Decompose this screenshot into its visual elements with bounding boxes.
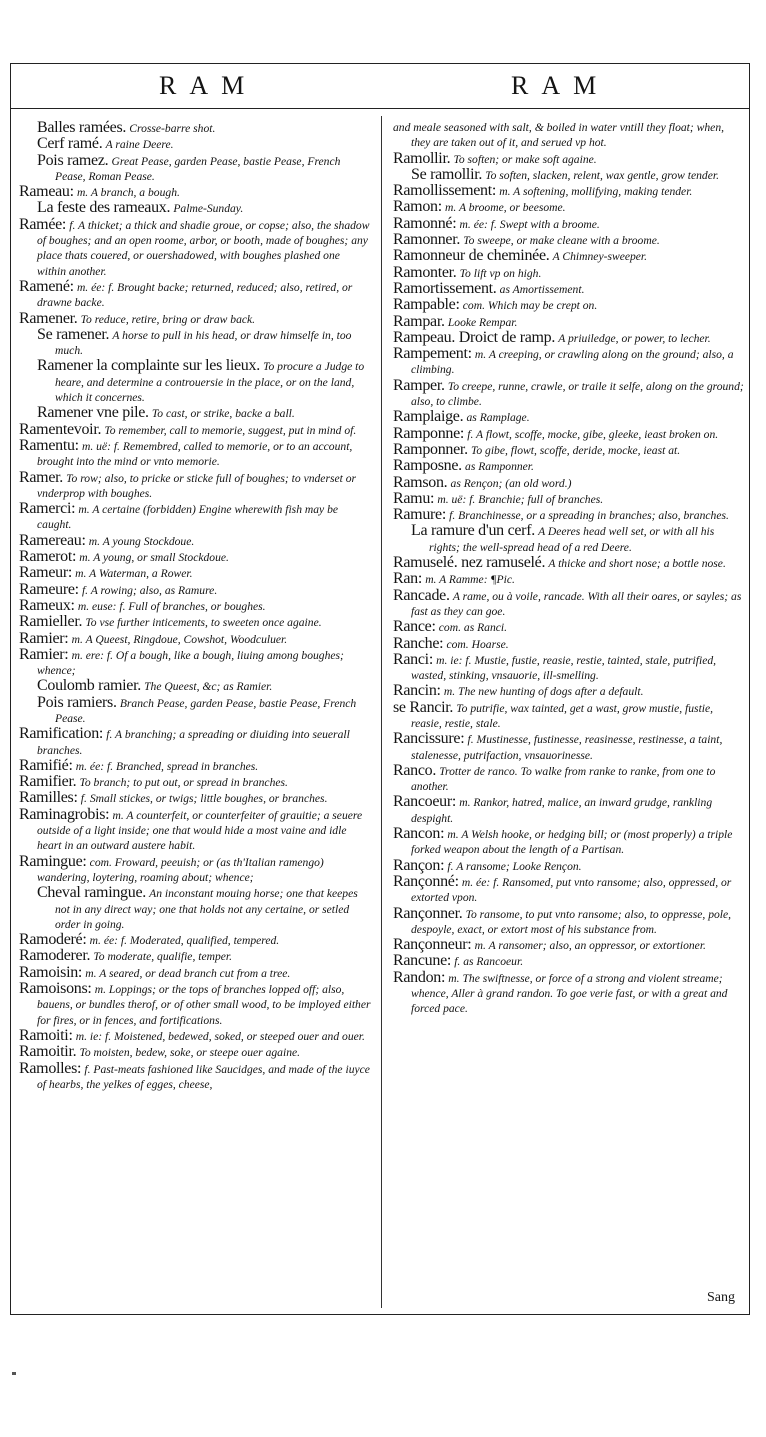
- entry-headword: Rampable:: [393, 296, 460, 314]
- dictionary-entry: [393, 874, 745, 906]
- dictionary-entry: [19, 184, 371, 200]
- entry-headword: Rancissure:: [393, 730, 465, 748]
- dictionary-entry: [19, 932, 371, 948]
- entry-definition: m. Rankor, hatred, malice, an inward grudge, rankling despight.: [411, 796, 713, 825]
- dictionary-entry: [19, 885, 371, 932]
- entry-headword: Ramieller.: [19, 613, 83, 631]
- dictionary-page: [10, 63, 750, 1315]
- entry-definition: m. A softening, mollifying, making tender.: [499, 185, 693, 199]
- dictionary-entry: [19, 758, 371, 774]
- entry-definition: m. A young Stockdoue.: [88, 534, 195, 548]
- entry-definition: m. A Ramme: ¶Pic.: [425, 573, 515, 587]
- catchword: Sang: [707, 1290, 735, 1305]
- entry-definition: A thicke and short nose; a bottle nose.: [548, 557, 726, 571]
- dictionary-entry: [19, 948, 371, 964]
- dictionary-entry: [19, 695, 371, 727]
- entry-headword: Rancade.: [393, 586, 450, 604]
- dictionary-entry: [393, 281, 745, 297]
- dictionary-entry: [393, 826, 745, 858]
- entry-definition: com. Which may be crept on.: [462, 299, 598, 313]
- entry-definition: To putrifie, wax tainted, get a wast, grow mustie, fustie, reasie, restie, stale.: [411, 701, 714, 730]
- entry-headword: Ramonneur de cheminée.: [393, 247, 550, 265]
- entry-headword: Ramier:: [19, 629, 69, 647]
- entry-headword: Ramener.: [19, 309, 78, 327]
- dictionary-entry: [19, 358, 371, 405]
- dictionary-entry: [393, 265, 745, 281]
- dictionary-entry: [19, 153, 371, 185]
- dictionary-entry: [19, 981, 371, 1028]
- entry-headword: Rancon:: [393, 825, 445, 843]
- entry-headword: Ramonner.: [393, 231, 461, 249]
- entry-headword: Rampar.: [393, 312, 445, 330]
- entry-headword: Ramonter.: [393, 263, 457, 281]
- entry-headword: Ramoderer.: [19, 947, 91, 965]
- entry-definition: Branch Pease, garden Pease, bastie Pease, French Pease.: [55, 696, 357, 725]
- dictionary-entry: [393, 906, 745, 938]
- entry-headword: Ramonné:: [393, 214, 457, 232]
- entry-headword: Ramilles:: [19, 789, 78, 807]
- dictionary-entry: [393, 507, 745, 523]
- entry-definition: A raine Deere.: [105, 138, 174, 152]
- header-right-word: RAM: [511, 71, 610, 100]
- dictionary-entry: [19, 217, 371, 279]
- entry-headword: Rancoeur:: [393, 793, 457, 811]
- dictionary-entry: [393, 151, 745, 167]
- entry-headword: Ramponner.: [393, 440, 468, 458]
- dictionary-entry: [393, 858, 745, 874]
- entry-headword: Ranche:: [393, 634, 444, 652]
- dictionary-entry: [19, 533, 371, 549]
- dictionary-entry: [393, 763, 745, 795]
- entry-headword: Ramure:: [393, 506, 446, 524]
- entry-definition: f. as Rancoeur.: [454, 955, 524, 969]
- entry-definition: m. ere: f. Of a bough, like a bough, liuing among boughes; whence;: [37, 648, 344, 678]
- dictionary-entry: [393, 297, 745, 313]
- entry-definition: m. ée: f. Moderated, qualified, tempered.: [89, 934, 280, 948]
- column-divider: [381, 116, 382, 1308]
- entry-headword: Ramoiti:: [19, 1026, 73, 1044]
- dictionary-entry: [393, 588, 745, 620]
- entry-definition: To soften, slacken, relent, wax gentle, grow tender.: [485, 168, 719, 182]
- dictionary-entry: [19, 631, 371, 647]
- entry-definition: m. uë: f. Branchie; full of branches.: [437, 492, 604, 506]
- dictionary-entry: [19, 549, 371, 565]
- entry-definition: m. A branch, a bough.: [76, 186, 180, 200]
- dictionary-entry: [393, 409, 745, 425]
- entry-definition: Palme-Sunday.: [173, 202, 244, 216]
- entry-headword: Rameur:: [19, 564, 72, 582]
- entry-definition: To cast, or strike, backe a ball.: [151, 407, 295, 421]
- entry-headword: Ramentevoir.: [19, 420, 102, 438]
- entry-definition: as Amortissement.: [499, 282, 585, 296]
- entry-headword: Ranci:: [393, 650, 433, 668]
- entry-headword: Rampeau. Droict de ramp.: [393, 328, 556, 346]
- entry-headword: Ramené:: [19, 277, 74, 295]
- entry-definition: The Queest, &c; as Ramier.: [144, 680, 273, 694]
- left-column: [19, 120, 371, 1092]
- dictionary-entry: [393, 652, 745, 684]
- entry-definition: To reduce, retire, bring or draw back.: [80, 312, 256, 326]
- dictionary-entry: [19, 327, 371, 359]
- entry-headword: Ramifié:: [19, 756, 73, 774]
- entry-headword: Ramer.: [19, 468, 63, 486]
- entry-headword: Ramoderé:: [19, 931, 87, 949]
- entry-definition: To vse further inticements, to sweeten once againe.: [85, 616, 322, 630]
- header-left-word: RAM: [159, 71, 258, 100]
- entry-definition: Looke Rempar.: [447, 315, 518, 329]
- dictionary-entry: [19, 965, 371, 981]
- entry-definition: m. A counterfeit, or counterfeiter of grauitie; a seuere outside of a light inside; one that would hide a most vaine and idle heart in an outward austere habit.: [37, 808, 363, 853]
- entry-definition: m. A creeping, or crawling along on the ground; also, a climbing.: [411, 348, 734, 377]
- entry-definition: m. A seared, or dead branch cut from a tree.: [85, 966, 291, 980]
- entry-definition: m. ée: f. Swept with a broome.: [459, 217, 600, 231]
- entry-headword: Ramuselé. nez ramuselé.: [393, 554, 546, 572]
- entry-definition: A priuiledge, or power, to lecher.: [558, 331, 711, 345]
- entry-headword: Ramification:: [19, 725, 104, 743]
- dictionary-entry: [393, 970, 745, 1017]
- dictionary-entry: [19, 1044, 371, 1060]
- entry-headword: Randon:: [393, 968, 446, 986]
- entry-definition: m. The new hunting of dogs after a default.: [443, 685, 644, 699]
- dictionary-entry: [19, 501, 371, 533]
- entry-headword: Coulomb ramier.: [37, 677, 141, 695]
- dictionary-entry: [19, 582, 371, 598]
- entry-headword: Raminagrobis:: [19, 805, 110, 823]
- entry-headword: Ramier:: [19, 645, 69, 663]
- dictionary-entry: [19, 422, 371, 438]
- entry-definition: f. Past-meats fashioned like Saucidges, and made of the iuyce of hearbs, the yelkes of egges, cheese,: [37, 1062, 370, 1091]
- entry-headword: Ramponne:: [393, 424, 465, 442]
- entry-definition: m. The swiftnesse, or force of a strong and violent streame; whence, Aller à grand randon. To goe verie fast, or with a great and forced pace.: [411, 971, 728, 1016]
- entry-headword: Ran:: [393, 570, 423, 588]
- dictionary-entry: [19, 854, 371, 886]
- dictionary-entry: [19, 1028, 371, 1044]
- dictionary-entry: [19, 790, 371, 806]
- entry-definition: and meale seasoned with salt, & boiled in water vntill they float; when, they are taken out of it, and serued vp hot.: [393, 121, 725, 150]
- dictionary-entry: [393, 167, 745, 183]
- dictionary-entry: [393, 458, 745, 474]
- entry-definition: as Ramponner.: [465, 460, 534, 474]
- dictionary-entry: [393, 794, 745, 826]
- entry-definition: A rame, ou à voile, rancade. With all their oares, or sayles; as fast as they can goe.: [411, 589, 742, 618]
- dictionary-entry: [19, 200, 371, 216]
- dictionary-entry: [19, 614, 371, 630]
- entry-headword: Ramingue:: [19, 852, 87, 870]
- dictionary-entry: [19, 311, 371, 327]
- entry-definition: m. ée: f. Branched, spread in branches.: [75, 759, 259, 773]
- dictionary-entry: [393, 314, 745, 330]
- entry-headword: se Rancir.: [393, 698, 454, 716]
- dictionary-entry: [19, 774, 371, 790]
- entry-headword: Ramper.: [393, 376, 445, 394]
- entry-definition: Crosse-barre shot.: [129, 122, 216, 135]
- dictionary-entry: [393, 346, 745, 378]
- entry-headword: Ramoisin:: [19, 963, 83, 981]
- entry-headword: Ramoitir.: [19, 1043, 77, 1061]
- entry-headword: Ramortissement.: [393, 279, 497, 297]
- dictionary-entry: [19, 279, 371, 311]
- dictionary-entry: [393, 426, 745, 442]
- entry-headword: Ramée:: [19, 215, 67, 233]
- entry-headword: Ramener la complainte sur les lieux.: [37, 357, 260, 375]
- dictionary-entry: [19, 565, 371, 581]
- entry-headword: Ramentu:: [19, 436, 79, 454]
- entry-definition: A Chimney-sweeper.: [552, 250, 648, 264]
- entry-definition: m. euse: f. Full of branches, or boughes.: [77, 599, 266, 613]
- entry-headword: Rameure:: [19, 580, 79, 598]
- dictionary-entry: [19, 470, 371, 502]
- entry-headword: Ramoisons:: [19, 980, 92, 998]
- dictionary-entry: [393, 330, 745, 346]
- entry-definition: m. uë: f. Remembred, called to memorie, or to an account, brought into the mind or vnto memorie.: [37, 439, 353, 469]
- dictionary-entry: [393, 700, 745, 732]
- entry-definition: f. A ransome; Looke Rençon.: [447, 859, 582, 873]
- entry-definition: m. ie: f. Moistened, bedewed, soked, or steeped ouer and ouer.: [75, 1029, 365, 1043]
- entry-definition: f. A rowing; also, as Ramure.: [81, 583, 218, 597]
- entry-definition: m. A Queest, Ringdoue, Cowshot, Woodculuer.: [71, 632, 288, 646]
- entry-definition: m. A ransomer; also, an oppressor, or extortioner.: [474, 939, 706, 953]
- entry-headword: Ramson.: [393, 473, 448, 491]
- entry-definition: com. as Ranci.: [438, 621, 508, 635]
- entry-headword: Ramplaige.: [393, 408, 464, 426]
- dictionary-entry: [393, 120, 745, 151]
- entry-definition: Great Pease, garden Pease, bastie Pease, French Pease, Roman Pease.: [55, 154, 341, 183]
- entry-definition: m. ée: f. Brought backe; returned, reduced; also, retired, or drawne backe.: [37, 280, 353, 310]
- entry-definition: To moderate, qualifie, temper.: [93, 950, 233, 964]
- entry-definition: m. Loppings; or the tops of branches lopped off; also, bauens, or bundles therof, or of other small wood, to be imployed either for fires, or in fences, and fortifications.: [37, 983, 371, 1027]
- entry-headword: Pois ramez.: [37, 151, 109, 169]
- dictionary-entry: [393, 953, 745, 969]
- right-column: [393, 120, 745, 1017]
- dictionary-entry: [393, 523, 745, 555]
- entry-headword: La ramure d'un cerf.: [411, 522, 535, 540]
- dictionary-entry: [393, 232, 745, 248]
- entry-definition: f. Mustinesse, fustinesse, reasinesse, restinesse, a taint, stalenesse, putrifaction, vnsauorinesse.: [411, 733, 723, 762]
- entry-definition: f. Branchinesse, or a spreading in branches; also, branches.: [449, 509, 729, 523]
- entry-headword: Rance:: [393, 618, 436, 636]
- entry-headword: Cheval ramingue.: [37, 884, 146, 902]
- entry-headword: Rameux:: [19, 596, 75, 614]
- dictionary-entry: [393, 183, 745, 199]
- dictionary-entry: [19, 1061, 371, 1093]
- entry-definition: To remember, call to memorie, suggest, put in mind of.: [104, 423, 357, 437]
- dictionary-entry: [19, 598, 371, 614]
- dictionary-entry: [19, 136, 371, 152]
- entry-headword: Ramollir.: [393, 149, 451, 167]
- entry-headword: Se ramener.: [37, 325, 110, 343]
- entry-definition: To sweepe, or make cleane with a broome.: [463, 234, 660, 248]
- entry-definition: com. Hoarse.: [446, 637, 509, 651]
- entry-headword: Balles ramées.: [37, 119, 127, 136]
- entry-headword: Ramollissement:: [393, 182, 497, 200]
- entry-definition: An inconstant mouing horse; one that keepes not in any direct way; one that holds not any certaine, or setled order in going.: [55, 887, 358, 931]
- entry-headword: Pois ramiers.: [37, 693, 117, 711]
- dictionary-entry: [393, 731, 745, 763]
- dictionary-entry: [19, 678, 371, 694]
- dictionary-entry: [393, 937, 745, 953]
- entry-headword: La feste des rameaux.: [37, 199, 171, 217]
- entry-definition: Trotter de ranco. To walke from ranke to ranke, from one to another.: [411, 764, 716, 794]
- dictionary-entry: [393, 571, 745, 587]
- entry-definition: A horse to pull in his head, or draw himselfe in, too much.: [55, 328, 352, 358]
- entry-definition: as Ramplage.: [466, 411, 530, 425]
- entry-headword: Rançonneur:: [393, 936, 472, 954]
- entry-headword: Rancune:: [393, 952, 452, 970]
- dictionary-entry: [393, 248, 745, 264]
- entry-headword: Ramposne.: [393, 457, 462, 475]
- entry-headword: Ramerot:: [19, 548, 77, 566]
- entry-definition: m. ée: f. Ransomed, put vnto ransome; also, oppressed, or extorted vpon.: [411, 875, 732, 905]
- entry-headword: Rameau:: [19, 183, 74, 201]
- entry-definition: To row; also, to pricke or sticke full of boughes; to vnderset or vnderprop with boughes.: [37, 471, 357, 500]
- entry-headword: Ramerci:: [19, 500, 76, 518]
- entry-definition: To procure a Judge to heare, and determine a controuersie in the place, or on the land, which it concernes.: [55, 360, 365, 405]
- entry-definition: To branch; to put out, or spread in branches.: [79, 776, 288, 790]
- entry-headword: Se ramollir.: [411, 165, 483, 183]
- dictionary-entry: [393, 442, 745, 458]
- dictionary-entry: [19, 726, 371, 758]
- dictionary-entry: [393, 216, 745, 232]
- entry-definition: com. Froward, peeuish; or (as th'Italian ramengo) wandering, loytering, roaming about; whence;: [37, 855, 324, 884]
- dictionary-entry: [393, 475, 745, 491]
- entry-definition: m. ie: f. Mustie, fustie, reasie, restie, tainted, stale, putrified, wasted, stinking, vnsauorie, ill-smelling.: [411, 653, 717, 683]
- dictionary-entry: [19, 120, 371, 136]
- entry-definition: A Deeres head well set, or with all his rights; the well-spread head of a red Deere.: [429, 525, 715, 554]
- entry-definition: m. A young, or small Stockdoue.: [79, 551, 229, 565]
- entry-definition: m. A Waterman, a Rower.: [75, 567, 193, 581]
- dictionary-entry: [393, 199, 745, 215]
- entry-headword: Rançon:: [393, 856, 445, 874]
- dictionary-entry: [393, 683, 745, 699]
- entry-headword: Cerf ramé.: [37, 135, 103, 153]
- entry-headword: Ramu:: [393, 489, 435, 507]
- entry-headword: Rampement:: [393, 345, 472, 363]
- entry-definition: f. A thicket; a thick and shadie groue, or copse; also, the shadow of boughes; and an open roome, arbor, or booth, made of boughes; any place thats couered, or ouershadowed, with boughes plashed one within another.: [37, 218, 370, 278]
- entry-headword: Rancin:: [393, 682, 441, 700]
- running-header: [11, 64, 749, 109]
- entry-definition: f. A branching; a spreading or diuiding into seuerall branches.: [37, 728, 350, 757]
- entry-headword: Ramener vne pile.: [37, 404, 149, 422]
- stray-ink-mark: [12, 1372, 16, 1375]
- entry-headword: Ramereau:: [19, 531, 86, 549]
- entry-definition: f. Small stickes, or twigs; little boughes, or branches.: [80, 792, 328, 806]
- dictionary-entry: [19, 438, 371, 470]
- dictionary-entry: [19, 405, 371, 421]
- dictionary-entry: [393, 555, 745, 571]
- entry-headword: Rançonner.: [393, 904, 463, 922]
- entry-headword: Rançonné:: [393, 872, 459, 890]
- dictionary-entry: [19, 647, 371, 679]
- entry-definition: To creepe, runne, crawle, or traile it selfe, along on the ground; also, to climbe.: [411, 379, 744, 409]
- dictionary-entry: [393, 378, 745, 410]
- dictionary-entry: [393, 619, 745, 635]
- entry-definition: To gibe, flowt, scoffe, deride, mocke, ieast at.: [470, 443, 681, 457]
- entry-definition: as Rençon; (an old word.): [450, 476, 572, 490]
- entry-headword: Ramolles:: [19, 1059, 82, 1077]
- entry-definition: To moisten, bedew, soke, or steepe ouer againe.: [79, 1046, 301, 1060]
- entry-definition: To ransome, to put vnto ransome; also, to oppresse, pole, despoyle, exact, or extort most of his substance from.: [411, 907, 732, 936]
- entry-definition: f. A flowt, scoffe, mocke, gibe, gleeke, ieast broken on.: [467, 427, 719, 441]
- entry-definition: m. A Welsh hooke, or hedging bill; or (most properly) a triple forked weapon about the length of a Partisan.: [411, 828, 733, 857]
- entry-definition: To soften; or make soft againe.: [453, 152, 597, 166]
- entry-headword: Ramon:: [393, 198, 442, 216]
- entry-headword: Ranco.: [393, 761, 437, 779]
- entry-definition: m. A broome, or beesome.: [445, 201, 566, 215]
- entry-headword: Ramifier.: [19, 773, 77, 791]
- dictionary-entry: [393, 491, 745, 507]
- dictionary-entry: [393, 636, 745, 652]
- entry-definition: m. A certaine (forbidden) Engine wherewith fish may be caught.: [37, 503, 339, 532]
- dictionary-entry: [19, 807, 371, 854]
- entry-definition: To lift vp on high.: [459, 266, 542, 280]
